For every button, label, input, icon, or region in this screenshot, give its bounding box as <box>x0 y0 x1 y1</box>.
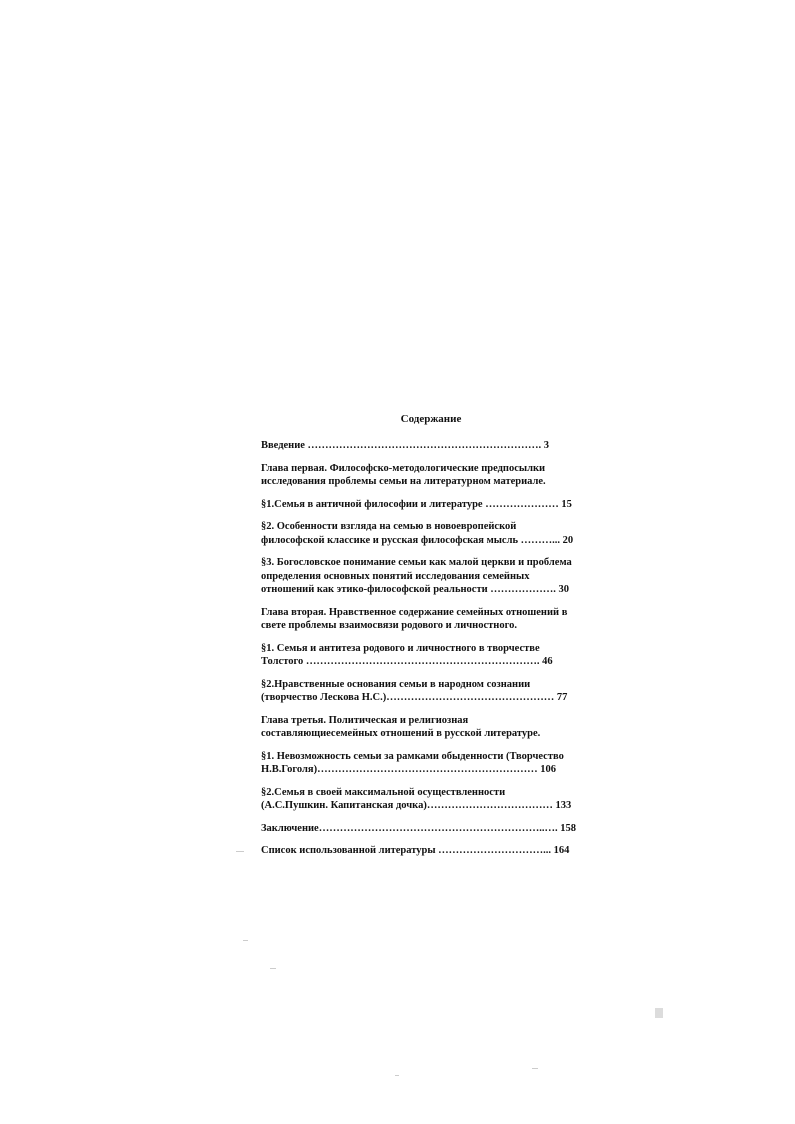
scan-speck <box>532 1068 538 1069</box>
toc-entry-ch3-section-2 <box>261 786 601 813</box>
toc-line: §1.Семья в античной философии и литературе ………………… 15 <box>261 498 572 510</box>
toc-word: максимальной <box>344 786 415 798</box>
toc-entry-ch3-section-1 <box>261 750 601 777</box>
toc-line: Заключение………………………………………………………..…. 158 <box>261 822 576 834</box>
toc-line: (А.С.Пушкин. Капитанская дочка)……………………………… 133 <box>261 800 572 811</box>
toc-entry-introduction <box>261 439 601 453</box>
toc-line: свете проблемы взаимосвязи родового и личностного. <box>261 620 517 631</box>
toc-line: (творчество Лескова Н.С.)………………………………………… 77 <box>261 692 568 703</box>
toc-line: §3. Богословское понимание семьи как малой церкви и проблема <box>261 557 572 568</box>
toc-entry-ch2-section-2 <box>261 678 601 705</box>
toc-line: отношений как этико-философской реальности ………………. 30 <box>261 584 570 595</box>
scan-speck <box>395 1075 399 1076</box>
toc-line: §2.Нравственные основания семьи в народном сознании <box>261 678 531 690</box>
toc-line: Введение …………………………………………………………. 3 <box>261 440 550 451</box>
toc-entry-chapter-1 <box>261 462 601 489</box>
scan-speck <box>270 968 276 969</box>
toc-line: Глава первая. Философско-методологические предпосылки <box>261 462 546 474</box>
scan-speck <box>243 940 248 941</box>
toc-line: §2. Особенности взгляда на семью в новоевропейской <box>261 521 517 532</box>
toc-entry-conclusion <box>261 822 601 836</box>
toc-line: §1. Семья и антитеза родового и личностного в творчестве <box>261 642 540 654</box>
toc-entry-chapter-2 <box>261 606 601 633</box>
toc-word: осуществленности <box>417 786 506 798</box>
toc-line: §1. Невозможность семьи за рамками обыденности (Творчество <box>261 750 564 762</box>
toc-line: определения основных понятий исследования семейных <box>261 570 530 582</box>
toc-word: в <box>307 786 314 798</box>
scan-speck <box>655 1008 663 1018</box>
toc-line: исследования проблемы семьи на литературном материале. <box>261 476 546 487</box>
toc-entry-ch1-section-3 <box>261 556 601 597</box>
toc-word: своей <box>315 786 343 798</box>
toc-line: Глава третья. Политическая и религиозная <box>261 714 469 726</box>
toc-entry-chapter-3 <box>261 714 601 741</box>
toc-line: Н.В.Гоголя)……………………………………………………… 106 <box>261 764 556 775</box>
scan-speck <box>236 851 244 852</box>
table-of-contents <box>261 412 601 867</box>
toc-line: Список использованной литературы …………………………... 164 <box>261 845 570 856</box>
toc-entry-ch1-section-1 <box>261 498 601 512</box>
toc-entry-ch2-section-1 <box>261 642 601 669</box>
toc-line-justified <box>261 786 601 800</box>
toc-entry-ch1-section-2 <box>261 520 601 547</box>
toc-line: Глава вторая. Нравственное содержание семейных отношений в <box>261 606 568 618</box>
toc-title: Содержание <box>400 413 462 425</box>
toc-line: философской классике и русская философская мысль ………... 20 <box>261 534 574 546</box>
toc-entry-bibliography <box>261 844 601 858</box>
toc-line: составляющиесемейных отношений в русской литературе. <box>261 728 541 739</box>
toc-line: Толстого …………………………………………………………. 46 <box>261 656 553 667</box>
toc-word: §2.Семья <box>261 786 305 798</box>
